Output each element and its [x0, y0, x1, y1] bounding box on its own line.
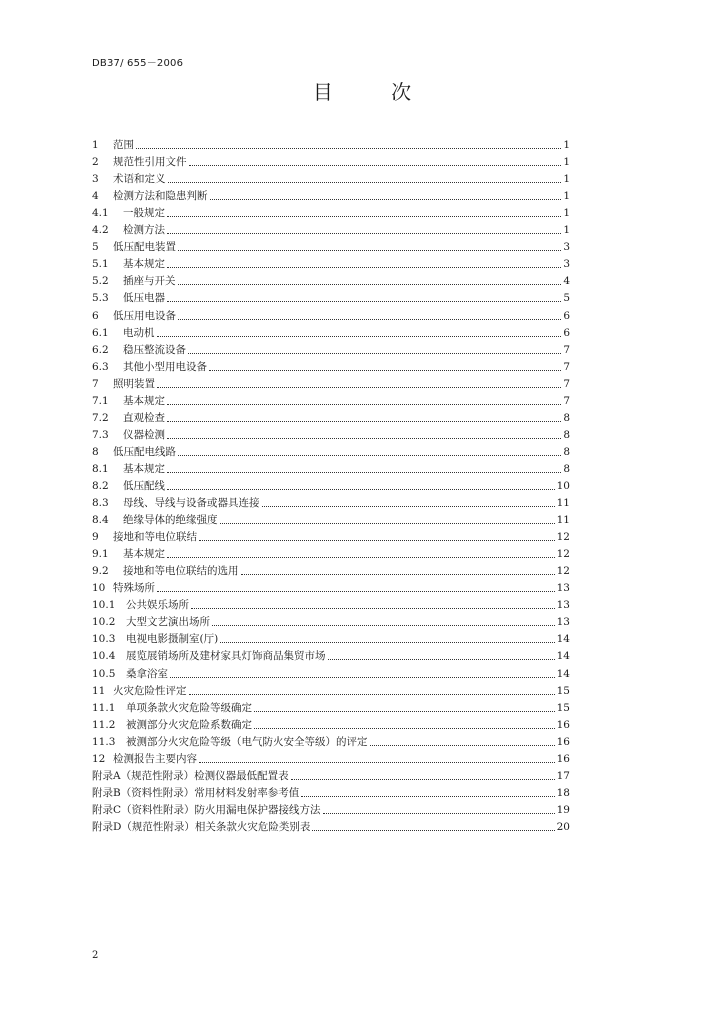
toc-dot-leader: [220, 642, 554, 643]
toc-entry-title: 检测方法: [123, 224, 165, 237]
toc-entry-page: 8: [563, 462, 570, 475]
toc-entry[interactable]: [92, 476, 570, 493]
toc-dot-leader: [157, 591, 555, 592]
toc-dot-leader: [167, 557, 555, 558]
toc-dot-leader: [167, 438, 561, 439]
toc-dot-leader: [167, 472, 561, 473]
toc-entry-number: 10.3: [92, 633, 116, 646]
toc-entry-page: 16: [556, 752, 570, 765]
toc-entry-title: 检测报告主要内容: [113, 752, 197, 765]
toc-dot-leader: [212, 625, 555, 626]
toc-entry-title: 被测部分火灾危险系数确定: [126, 718, 252, 731]
toc-entry-title: 基本规定: [123, 258, 165, 271]
toc-entry-page: 7: [563, 360, 570, 373]
toc-dot-leader: [291, 779, 555, 780]
toc-entry-page: 15: [556, 701, 570, 714]
toc-dot-leader: [301, 796, 554, 797]
toc-entry[interactable]: [92, 203, 570, 220]
toc-entry-page: 1: [563, 139, 570, 152]
toc-entry-page: 16: [556, 735, 570, 748]
toc-dot-leader: [328, 659, 555, 660]
toc-dot-leader: [189, 165, 562, 166]
toc-dot-leader: [167, 404, 561, 405]
toc-entry-page: 14: [556, 667, 570, 680]
toc-entry-page: 6: [563, 326, 570, 339]
toc-entry-page: 12: [556, 565, 570, 578]
toc-entry-page: 1: [563, 207, 570, 220]
toc-entry-page: 8: [563, 445, 570, 458]
toc-dot-leader: [167, 301, 561, 302]
toc-entry[interactable]: [92, 663, 570, 680]
toc-entry[interactable]: [92, 493, 570, 510]
toc-dot-leader: [178, 284, 562, 285]
toc-entry-number: 5.3: [92, 292, 109, 305]
toc-dot-leader: [323, 813, 555, 814]
toc-entry-number: 11.1: [92, 701, 116, 714]
toc-dot-leader: [167, 216, 561, 217]
toc-entry-number: 4.2: [92, 224, 109, 237]
toc-entry[interactable]: [92, 561, 570, 578]
toc-entry[interactable]: [92, 800, 570, 817]
toc-entry-number: 11.2: [92, 718, 116, 731]
toc-entry-page: 12: [556, 548, 570, 561]
toc-entry[interactable]: [92, 578, 570, 595]
toc-entry-title: 大型文艺演出场所: [126, 616, 210, 629]
toc-entry-number: 10.2: [92, 616, 116, 629]
toc-entry-page: 4: [563, 275, 570, 288]
toc-entry-number: 8.2: [92, 479, 109, 492]
toc-entry-title: 展览展销场所及建材家具灯饰商品集贸市场: [126, 650, 326, 663]
toc-entry-title: 附录C（资料性附录）防火用漏电保护器接线方法: [92, 803, 321, 816]
toc-entry-title: 术语和定义: [113, 173, 166, 186]
toc-entry[interactable]: [92, 715, 570, 732]
toc-entry[interactable]: [92, 544, 570, 561]
toc-dot-leader: [167, 267, 561, 268]
toc-entry[interactable]: [92, 425, 570, 442]
toc-entry-number: 8: [92, 445, 99, 458]
toc-entry[interactable]: [92, 391, 570, 408]
toc-entry[interactable]: [92, 629, 570, 646]
toc-entry-number: 2: [92, 156, 99, 169]
toc-entry[interactable]: [92, 374, 570, 391]
table-of-contents: [92, 135, 570, 834]
toc-entry-title: 附录B（资料性附录）常用材料发射率参考值: [92, 786, 300, 799]
toc-entry-title: 火灾危险性评定: [113, 684, 187, 697]
toc-entry-number: 4: [92, 190, 99, 203]
toc-dot-leader: [178, 455, 561, 456]
toc-entry-number: 10.4: [92, 650, 116, 663]
toc-entry-title: 稳压整流设备: [123, 343, 186, 356]
toc-entry-number: 7.3: [92, 428, 109, 441]
toc-entry-number: 9.2: [92, 565, 109, 578]
toc-entry-page: 17: [556, 769, 570, 782]
toc-entry[interactable]: [92, 510, 570, 527]
toc-entry[interactable]: [92, 220, 570, 237]
toc-entry-page: 19: [556, 803, 570, 816]
toc-entry-title: 附录D（规范性附录）相关条款火灾危险类别表: [92, 820, 311, 833]
toc-entry[interactable]: [92, 408, 570, 425]
toc-entry-number: 3: [92, 173, 99, 186]
toc-entry-title: 规范性引用文件: [113, 156, 187, 169]
toc-entry[interactable]: [92, 237, 570, 254]
toc-entry[interactable]: [92, 186, 570, 203]
toc-dot-leader: [254, 728, 555, 729]
toc-entry-title: 检测方法和隐患判断: [113, 190, 208, 203]
toc-entry-title: 一般规定: [123, 207, 165, 220]
toc-dot-leader: [199, 540, 555, 541]
toc-dot-leader: [178, 250, 561, 251]
toc-entry[interactable]: [92, 152, 570, 169]
toc-entry-title: 桑拿浴室: [126, 667, 168, 680]
toc-entry-title: 范围: [113, 139, 134, 152]
toc-entry[interactable]: [92, 646, 570, 663]
toc-entry-page: 11: [556, 514, 570, 527]
toc-entry-title: 电视电影摄制室(厅): [126, 633, 219, 646]
toc-dot-leader: [167, 489, 555, 490]
toc-entry-number: 8.1: [92, 462, 109, 475]
toc-entry-title: 接地和等电位联结: [113, 531, 197, 544]
toc-entry-page: 5: [563, 292, 570, 305]
toc-entry[interactable]: [92, 323, 570, 340]
toc-entry[interactable]: [92, 732, 570, 749]
toc-entry-number: 5.1: [92, 258, 109, 271]
toc-entry-number: 8.4: [92, 514, 109, 527]
toc-entry[interactable]: [92, 442, 570, 459]
toc-entry[interactable]: [92, 459, 570, 476]
toc-entry-number: 5: [92, 241, 99, 254]
toc-entry-number: 9: [92, 531, 99, 544]
toc-entry-number: 7: [92, 377, 99, 390]
toc-entry[interactable]: [92, 698, 570, 715]
toc-entry-page: 15: [556, 684, 570, 697]
toc-entry-title: 母线、导线与设备或器具连接: [123, 497, 260, 510]
toc-dot-leader: [167, 233, 561, 234]
toc-entry-title: 公共娱乐场所: [126, 599, 189, 612]
toc-entry-number: 5.2: [92, 275, 109, 288]
toc-entry-page: 13: [556, 582, 570, 595]
toc-entry-title: 基本规定: [123, 548, 165, 561]
toc-entry-title: 插座与开关: [123, 275, 176, 288]
toc-entry-number: 7.1: [92, 394, 109, 407]
toc-entry-page: 13: [556, 616, 570, 629]
toc-dot-leader: [157, 336, 562, 337]
toc-entry-title: 单项条款火灾危险等级确定: [126, 701, 252, 714]
toc-entry[interactable]: [92, 288, 570, 305]
toc-entry-title: 基本规定: [123, 394, 165, 407]
toc-dot-leader: [241, 574, 555, 575]
toc-entry[interactable]: [92, 766, 570, 783]
toc-dot-leader: [312, 830, 554, 831]
toc-entry-title: 基本规定: [123, 462, 165, 475]
toc-dot-leader: [178, 319, 561, 320]
toc-entry[interactable]: [92, 271, 570, 288]
toc-dot-leader: [220, 523, 555, 524]
toc-entry[interactable]: [92, 254, 570, 271]
toc-dot-leader: [170, 677, 555, 678]
toc-entry[interactable]: [92, 595, 570, 612]
toc-entry-page: 11: [556, 497, 570, 510]
toc-entry-title: 低压配电装置: [113, 241, 176, 254]
toc-dot-leader: [370, 745, 555, 746]
toc-entry-number: 10: [92, 582, 106, 595]
toc-entry-page: 12: [556, 531, 570, 544]
toc-entry-number: 10.1: [92, 599, 116, 612]
toc-entry-page: 20: [556, 820, 570, 833]
toc-entry-page: 6: [563, 309, 570, 322]
toc-entry-title: 照明装置: [113, 377, 155, 390]
toc-dot-leader: [199, 762, 555, 763]
toc-entry-number: 4.1: [92, 207, 109, 220]
toc-entry-page: 7: [563, 394, 570, 407]
toc-entry-title: 绝缘导体的绝缘强度: [123, 514, 218, 527]
toc-entry-title: 低压用电设备: [113, 309, 176, 322]
toc-entry-page: 1: [563, 224, 570, 237]
toc-entry[interactable]: [92, 817, 570, 834]
toc-entry[interactable]: [92, 612, 570, 629]
toc-entry-number: 8.3: [92, 497, 109, 510]
toc-entry-title: 直观检查: [123, 411, 165, 424]
toc-entry-page: 13: [556, 599, 570, 612]
toc-entry-page: 3: [563, 258, 570, 271]
toc-entry-number: 10.5: [92, 667, 116, 680]
toc-dot-leader: [136, 148, 561, 149]
toc-entry-title: 其他小型用电设备: [123, 360, 207, 373]
toc-entry-page: 1: [563, 173, 570, 186]
toc-entry-title: 电动机: [123, 326, 155, 339]
toc-entry-title: 被测部分火灾危险等级（电气防火安全等级）的评定: [126, 735, 368, 748]
toc-entry-title: 低压配线: [123, 479, 165, 492]
toc-entry[interactable]: [92, 169, 570, 186]
toc-entry-title: 低压电器: [123, 292, 165, 305]
toc-entry[interactable]: [92, 135, 570, 152]
toc-dot-leader: [157, 387, 561, 388]
toc-entry-title: 特殊场所: [113, 582, 155, 595]
toc-dot-leader: [254, 711, 555, 712]
toc-entry-title: 附录A（规范性附录）检测仪器最低配置表: [92, 769, 289, 782]
toc-entry-page: 7: [563, 343, 570, 356]
toc-entry-number: 6: [92, 309, 99, 322]
toc-entry-page: 1: [563, 190, 570, 203]
toc-entry-number: 11: [92, 684, 106, 697]
toc-entry[interactable]: [92, 783, 570, 800]
toc-entry[interactable]: [92, 527, 570, 544]
toc-dot-leader: [167, 421, 561, 422]
toc-dot-leader: [189, 694, 555, 695]
toc-entry-number: 7.2: [92, 411, 109, 424]
toc-entry[interactable]: [92, 681, 570, 698]
toc-entry[interactable]: [92, 749, 570, 766]
toc-entry-number: 12: [92, 752, 106, 765]
toc-entry-page: 14: [556, 650, 570, 663]
toc-dot-leader: [210, 199, 562, 200]
toc-dot-leader: [191, 608, 555, 609]
toc-entry[interactable]: [92, 340, 570, 357]
page-number: 2: [92, 950, 99, 961]
toc-entry-number: 6.2: [92, 343, 109, 356]
toc-entry-page: 8: [563, 411, 570, 424]
toc-entry-page: 18: [556, 786, 570, 799]
toc-entry[interactable]: [92, 357, 570, 374]
toc-entry-page: 8: [563, 428, 570, 441]
toc-entry[interactable]: [92, 305, 570, 322]
document-code: DB37/ 655－2006: [92, 58, 184, 69]
toc-dot-leader: [209, 370, 561, 371]
toc-entry-number: 1: [92, 139, 99, 152]
toc-dot-leader: [168, 182, 562, 183]
toc-entry-title: 低压配电线路: [113, 445, 176, 458]
toc-entry-title: 接地和等电位联结的选用: [123, 565, 239, 578]
toc-entry-page: 1: [563, 156, 570, 169]
toc-entry-page: 16: [556, 718, 570, 731]
toc-dot-leader: [188, 353, 561, 354]
toc-entry-page: 10: [556, 479, 570, 492]
toc-entry-number: 11.3: [92, 735, 116, 748]
toc-entry-title: 仪器检测: [123, 428, 165, 441]
toc-entry-page: 3: [563, 241, 570, 254]
toc-entry-number: 6.3: [92, 360, 109, 373]
toc-entry-page: 7: [563, 377, 570, 390]
toc-entry-number: 6.1: [92, 326, 109, 339]
toc-dot-leader: [262, 506, 555, 507]
page-title: 目 次: [312, 80, 438, 104]
toc-entry-page: 14: [556, 633, 570, 646]
toc-entry-number: 9.1: [92, 548, 109, 561]
